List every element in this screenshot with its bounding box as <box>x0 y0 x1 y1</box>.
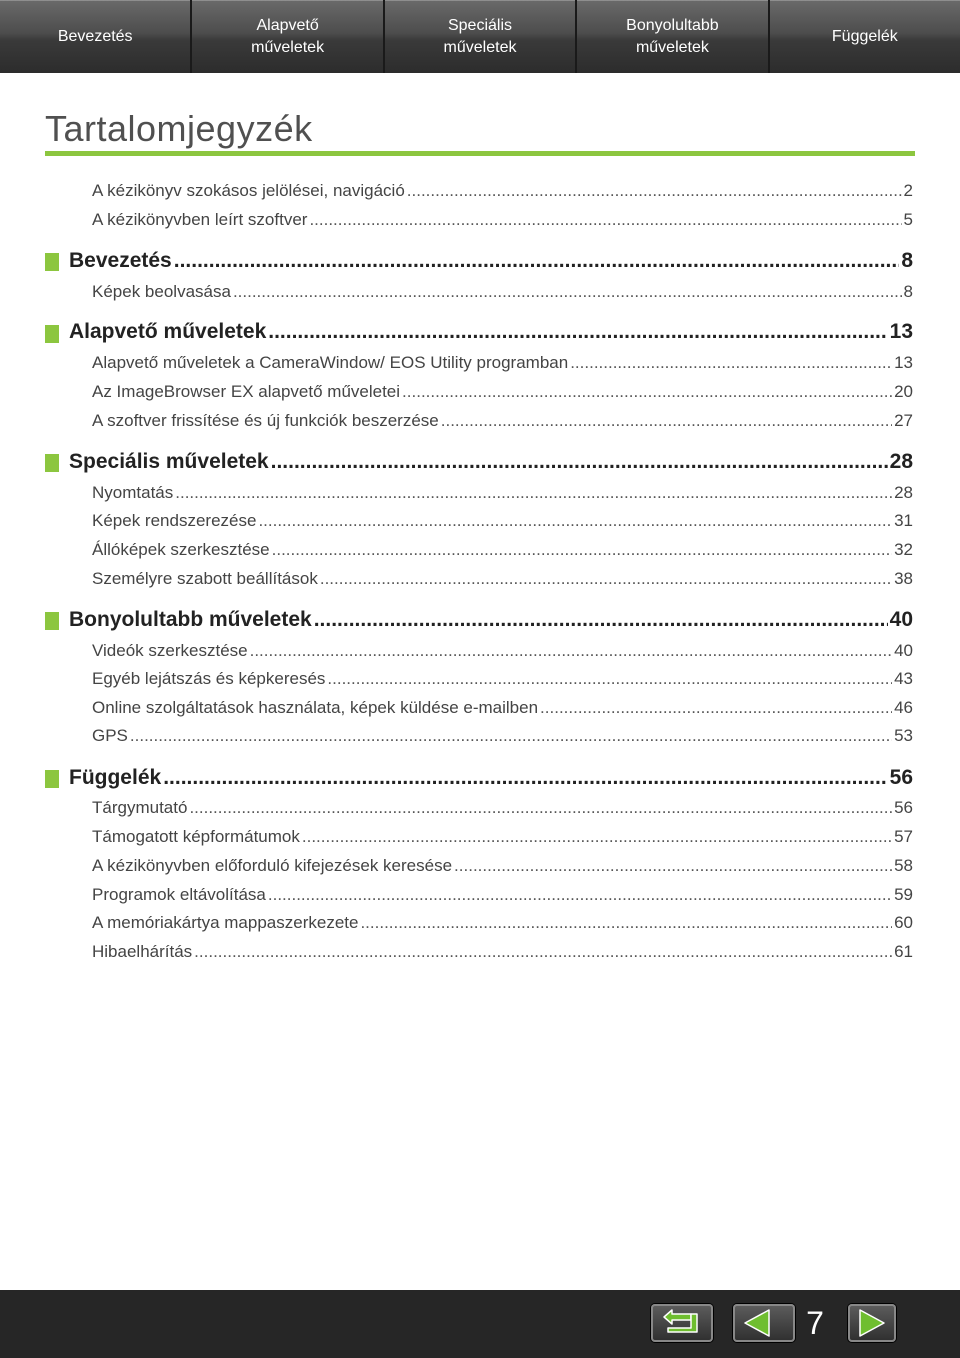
leader-dots <box>402 382 892 402</box>
toc-entry[interactable] <box>92 210 913 230</box>
toc-entry-label: Nyomtatás <box>92 483 174 502</box>
tab-fuggelek[interactable]: Függelék <box>770 0 960 73</box>
toc-entry-page: 60 <box>894 913 913 932</box>
toc-section-title: Bonyolultabb műveletek <box>69 608 312 631</box>
leader-dots <box>130 726 892 746</box>
return-icon <box>651 1304 713 1342</box>
toc-entry[interactable] <box>92 942 913 962</box>
toc-entry-label: Személyre szabott beállítások <box>92 569 318 588</box>
toc-entry-page: 53 <box>894 726 913 745</box>
toc-entry[interactable] <box>92 569 913 589</box>
toc-entry[interactable] <box>92 669 913 689</box>
toc-entry-label: Hibaelhárítás <box>92 942 193 961</box>
toc-entry[interactable] <box>92 885 913 905</box>
toc-entry-page: 38 <box>894 569 913 588</box>
toc-entry[interactable] <box>92 411 913 431</box>
toc-entry-label: Egyéb lejátszás és képkeresés <box>92 669 326 688</box>
leader-dots <box>194 942 892 962</box>
toc-entry-label: Tárgymutató <box>92 798 188 817</box>
previous-page-icon <box>733 1304 781 1342</box>
toc-section-heading[interactable] <box>69 608 913 632</box>
leader-dots <box>570 353 892 373</box>
toc-section-heading[interactable] <box>69 320 913 344</box>
section-bullet-icon <box>45 612 59 630</box>
next-page-icon <box>848 1304 896 1342</box>
toc-entry[interactable] <box>92 827 913 847</box>
leader-dots <box>327 669 892 689</box>
toc-entry-label: Támogatott képformátumok <box>92 827 300 846</box>
toc-entry[interactable] <box>92 726 913 746</box>
toc-entry-page: 40 <box>894 641 913 660</box>
toc-section-title: Alapvető műveletek <box>69 320 267 343</box>
toc-entry-label: GPS <box>92 726 128 745</box>
toc-entry-page: 28 <box>894 483 913 502</box>
section-bullet-icon <box>45 454 59 472</box>
next-page-button[interactable] <box>848 1304 896 1342</box>
toc-entry[interactable] <box>92 483 913 503</box>
section-bullet-icon <box>45 253 59 271</box>
toc-entry[interactable] <box>92 353 913 373</box>
toc-entry-page: 31 <box>894 511 913 530</box>
toc-entry-page: 13 <box>894 353 913 372</box>
leader-dots <box>163 766 887 790</box>
section-bullet-icon <box>45 770 59 788</box>
leader-dots <box>268 885 892 905</box>
toc-section-page: 8 <box>901 249 913 272</box>
section-bullet-icon <box>45 325 59 343</box>
toc-entry[interactable] <box>92 913 913 933</box>
toc-section-page: 40 <box>889 608 913 631</box>
toc-entry-label: Állóképek szerkesztése <box>92 540 270 559</box>
toc-section-heading[interactable] <box>69 450 913 474</box>
toc-entry-label: Programok eltávolítása <box>92 885 266 904</box>
leader-dots <box>309 210 901 230</box>
toc-entry-label: Videók szerkesztése <box>92 641 248 660</box>
tab-alapveto-muveletek[interactable]: Alapvető műveletek <box>192 0 382 73</box>
title-underline <box>45 151 915 156</box>
toc-section-title: Bevezetés <box>69 249 172 272</box>
page-title: Tartalomjegyzék <box>45 108 313 149</box>
previous-page-button[interactable] <box>733 1304 795 1342</box>
toc-entry-label: Alapvető műveletek a CameraWindow/ EOS Utility programban <box>92 353 569 372</box>
toc-entry-label: A kézikönyvben leírt szoftver <box>92 210 308 229</box>
toc-entry[interactable] <box>92 641 913 661</box>
toc-section-page: 13 <box>889 320 913 343</box>
leader-dots <box>271 450 888 474</box>
leader-dots <box>189 798 892 818</box>
toc-entry-label: A memóriakártya mappaszerkezete <box>92 913 359 932</box>
toc-entry[interactable] <box>92 798 913 818</box>
return-button[interactable] <box>651 1304 713 1342</box>
toc-section-heading[interactable] <box>69 249 913 273</box>
leader-dots <box>174 249 900 273</box>
toc-section-title: Speciális műveletek <box>69 450 269 473</box>
toc-entry[interactable] <box>92 282 913 302</box>
leader-dots <box>314 608 888 632</box>
toc-entry[interactable] <box>92 181 913 201</box>
toc-entry-label: Online szolgáltatások használata, képek küldése e-mailben <box>92 698 539 717</box>
toc-entry-page: 8 <box>903 282 913 301</box>
leader-dots <box>441 411 892 431</box>
toc-entry-page: 32 <box>894 540 913 559</box>
toc-entry-page: 56 <box>894 798 913 817</box>
toc-entry[interactable] <box>92 540 913 560</box>
toc-entry[interactable] <box>92 856 913 876</box>
leader-dots <box>302 827 892 847</box>
toc-entry-label: Képek rendszerezése <box>92 511 257 530</box>
toc-entry-page: 58 <box>894 856 913 875</box>
leader-dots <box>360 913 892 933</box>
toc-entry-page: 5 <box>903 210 913 229</box>
toc-entry-label: A kézikönyv szokásos jelölései, navigáció <box>92 181 405 200</box>
page-number: 7 <box>806 1305 824 1341</box>
toc-entry[interactable] <box>92 698 913 718</box>
toc-entry-page: 2 <box>903 181 913 200</box>
leader-dots <box>175 483 892 503</box>
toc-section-page: 56 <box>889 766 913 789</box>
toc-entry-page: 43 <box>894 669 913 688</box>
toc-entry-page: 57 <box>894 827 913 846</box>
leader-dots <box>454 856 892 876</box>
toc-entry-label: Képek beolvasása <box>92 282 231 301</box>
leader-dots <box>407 181 902 201</box>
toc-entry[interactable] <box>92 511 913 531</box>
toc-section-page: 28 <box>889 450 913 473</box>
toc-entry-page: 61 <box>894 942 913 961</box>
toc-section-heading[interactable] <box>69 766 913 790</box>
toc-entry[interactable] <box>92 382 913 402</box>
leader-dots <box>540 698 892 718</box>
tab-specialis-muveletek[interactable]: Speciális műveletek <box>385 0 575 73</box>
leader-dots <box>272 540 892 560</box>
toc-entry-label: A szoftver frissítése és új funkciók beszerzése <box>92 411 439 430</box>
leader-dots <box>320 569 892 589</box>
tab-bevezetes[interactable]: Bevezetés <box>0 0 190 73</box>
leader-dots <box>268 320 887 344</box>
toc-entry-page: 27 <box>894 411 913 430</box>
toc-section-title: Függelék <box>69 766 162 789</box>
toc-entry-page: 59 <box>894 885 913 904</box>
toc-entry-page: 46 <box>894 698 913 717</box>
toc-entry-label: Az ImageBrowser EX alapvető műveletei <box>92 382 401 401</box>
leader-dots <box>233 282 902 302</box>
tab-bonyolultabb-muveletek[interactable]: Bonyolultabb műveletek <box>577 0 767 73</box>
leader-dots <box>250 641 892 661</box>
leader-dots <box>258 511 892 531</box>
toc-entry-page: 20 <box>894 382 913 401</box>
toc-entry-label: A kézikönyvben előforduló kifejezések keresése <box>92 856 453 875</box>
top-navigation <box>0 0 960 73</box>
